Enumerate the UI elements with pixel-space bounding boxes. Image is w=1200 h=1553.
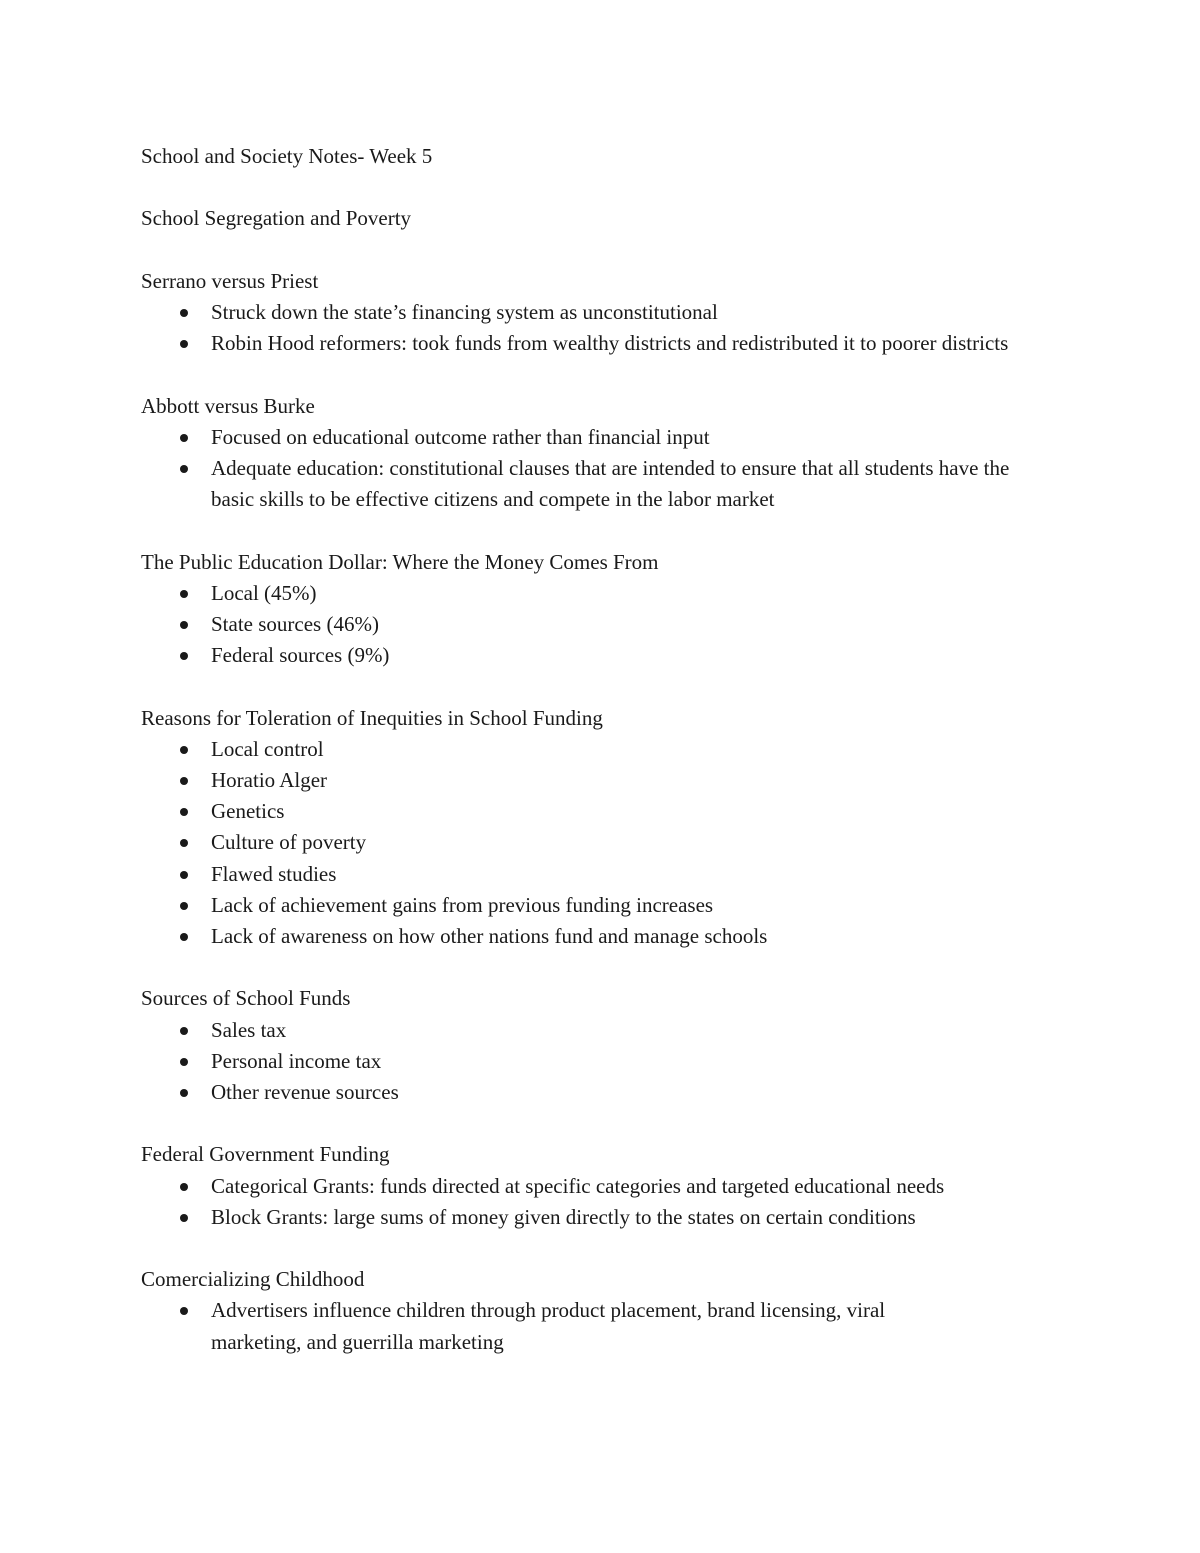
list-item: [141, 890, 1061, 921]
section-abbott-versus-burke: [141, 391, 1061, 516]
section-heading: Sources of School Funds: [141, 986, 351, 1011]
spacer: [141, 1233, 1061, 1264]
list-item: [141, 1015, 1061, 1046]
section-sources-of-school-funds: [141, 983, 1061, 1108]
list-item-text: Personal income tax: [211, 1048, 382, 1073]
document-subtitle: School Segregation and Poverty: [141, 206, 412, 231]
bullet-icon: [180, 309, 188, 317]
bullet-icon: [180, 434, 188, 442]
section-heading: Serrano versus Priest: [141, 268, 319, 293]
bullet-list: [141, 297, 1061, 359]
section-federal-government-funding: [141, 1139, 1061, 1233]
list-item-text: Robin Hood reformers: took funds from wealthy districts and redistributed it to poorer districts: [211, 331, 1009, 356]
section-heading: The Public Education Dollar: Where the Money Comes From: [141, 549, 659, 574]
list-item-text: Categorical Grants: funds directed at specific categories and targeted educational needs: [211, 1173, 945, 1198]
list-item: [141, 1202, 1061, 1233]
bullet-list: [141, 1295, 1061, 1357]
list-item: [141, 734, 1061, 765]
bullet-list: [141, 734, 1061, 952]
bullet-icon: [180, 871, 188, 879]
section-heading: Federal Government Funding: [141, 1142, 390, 1167]
bullet-icon: [180, 340, 188, 348]
document-title: School and Society Notes- Week 5: [141, 144, 433, 168]
bullet-icon: [180, 1183, 188, 1191]
section-heading: Abbott versus Burke: [141, 393, 315, 418]
list-item-text: Culture of poverty: [211, 830, 367, 855]
bullet-list: [141, 578, 1061, 672]
list-item-text: Local (45%): [211, 580, 317, 605]
list-item: [141, 765, 1061, 796]
list-item: [141, 297, 1061, 328]
list-item: [141, 422, 1061, 453]
bullet-icon: [180, 1027, 188, 1035]
bullet-list: [141, 422, 1061, 516]
list-item: [141, 328, 1026, 359]
bullet-list: [141, 1015, 1061, 1109]
section-reasons-for-toleration: [141, 703, 1061, 953]
spacer: [141, 172, 1061, 203]
bullet-icon: [180, 1214, 188, 1222]
list-item: [141, 921, 1061, 952]
bullet-icon: [180, 590, 188, 598]
list-item-text: Other revenue sources: [211, 1080, 399, 1104]
bullet-icon: [180, 777, 188, 785]
section-public-education-dollar: [141, 547, 1061, 672]
spacer: [141, 671, 1061, 702]
section-serrano-versus-priest: [141, 266, 1061, 360]
bullet-icon: [180, 1058, 188, 1066]
bullet-list: [141, 1171, 1061, 1233]
list-item: [141, 1171, 1061, 1202]
bullet-icon: [180, 1089, 188, 1097]
list-item-text: Focused on educational outcome rather than financial input: [211, 424, 710, 449]
list-item-text: State sources (46%): [211, 611, 379, 636]
section-heading: Reasons for Toleration of Inequities in School Funding: [141, 705, 603, 730]
list-item-text: Lack of achievement gains from previous funding increases: [211, 892, 714, 917]
document-page: [141, 141, 1061, 1358]
bullet-icon: [180, 839, 188, 847]
bullet-icon: [180, 746, 188, 754]
list-item: [141, 578, 1061, 609]
list-item-text: Lack of awareness on how other nations fund and manage schools: [211, 924, 768, 948]
list-item: [141, 1295, 971, 1357]
list-item: [141, 859, 1061, 890]
section-heading: Comercializing Childhood: [141, 1267, 365, 1292]
bullet-icon: [180, 465, 188, 473]
bullet-icon: [180, 652, 188, 660]
list-item-text: Struck down the state’s financing system as unconstitutional: [211, 299, 718, 324]
list-item-text: Local control: [211, 736, 324, 761]
list-item: [141, 1077, 1061, 1108]
spacer: [141, 235, 1061, 266]
section-comercializing-childhood: [141, 1264, 1061, 1358]
bullet-icon: [180, 621, 188, 629]
list-item-text: Sales tax: [211, 1017, 287, 1042]
list-item-text: Block Grants: large sums of money given directly to the states on certain conditions: [211, 1204, 916, 1229]
spacer: [141, 359, 1061, 390]
list-item: [141, 609, 1061, 640]
list-item-text: Horatio Alger: [211, 767, 328, 792]
list-item: [141, 827, 1061, 858]
list-item-text: Adequate education: constitutional clauses that are intended to ensure that all students have the basic skills to be effective citizens and compete in the labor market: [211, 455, 1010, 512]
list-item: [141, 453, 1026, 515]
spacer: [141, 952, 1061, 983]
bullet-icon: [180, 933, 188, 941]
spacer: [141, 1108, 1061, 1139]
bullet-icon: [180, 902, 188, 910]
list-item: [141, 796, 1061, 827]
list-item-text: Federal sources (9%): [211, 643, 390, 668]
list-item: [141, 640, 1061, 671]
bullet-icon: [180, 1307, 188, 1315]
list-item: [141, 1046, 1061, 1077]
bullet-icon: [180, 808, 188, 816]
list-item-text: Genetics: [211, 799, 285, 824]
list-item-text: Flawed studies: [211, 861, 337, 886]
list-item-text: Advertisers influence children through product placement, brand licensing, viral marketing, and guerrilla marketing: [211, 1298, 886, 1354]
spacer: [141, 515, 1061, 546]
